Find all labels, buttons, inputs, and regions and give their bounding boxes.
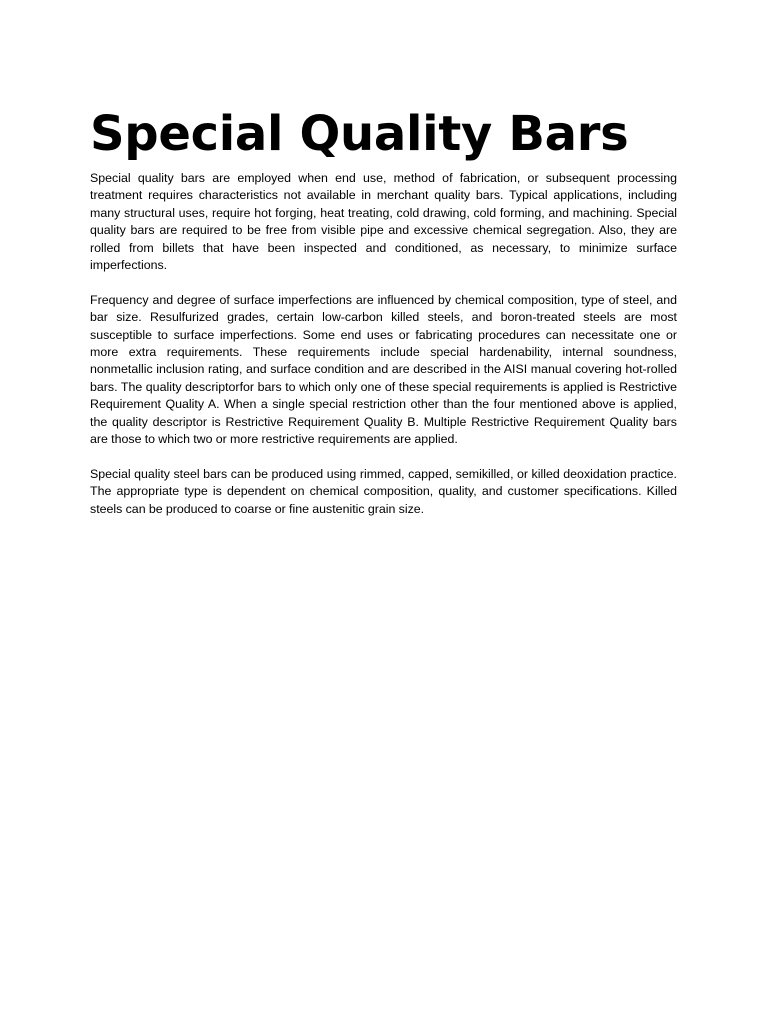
paragraph-intro: Special quality bars are employed when end use, method of fabrication, or subsequent processing treatment requires characteristics not available in merchant quality bars. Typical applications, including many structural uses, require hot forging, heat treating, cold drawing, cold forming, and machining. Special quality bars are required to be free from visible pipe and excessive chemical segregation. Also, they are rolled from billets that have been inspected and conditioned, as necessary, to minimize surface imperfections.: [90, 171, 677, 273]
document-title: Special Quality Bars: [90, 106, 629, 162]
document-content: [90, 98, 677, 535]
paragraph-surface-imperfections: Frequency and degree of surface imperfections are influenced by chemical composition, type of steel, and bar size. Resulfurized grades, certain low-carbon killed steels, and boron-treated steels are most susceptible to surface imperfections. Some end uses or fabricating procedures can necessitate one or more extra requirements. These requirements include special hardenability, internal soundness, nonmetallic inclusion rating, and surface condition and are described in the AISI manual covering hot-rolled bars. The quality descriptorfor bars to which only one of these special requirements is applied is Restrictive Requirement Quality A. When a single special restriction other than the four mentioned above is applied, the quality descriptor is Restrictive Requirement Quality B. Multiple Restrictive Requirement Quality bars are those to which two or more restrictive requirements are applied.: [90, 292, 677, 447]
paragraph-deoxidation: Special quality steel bars can be produced using rimmed, capped, semikilled, or killed deoxidation practice. The appropriate type is dependent on chemical composition, quality, and customer specifications. Killed steels can be produced to coarse or fine austenitic grain size.: [90, 466, 677, 516]
